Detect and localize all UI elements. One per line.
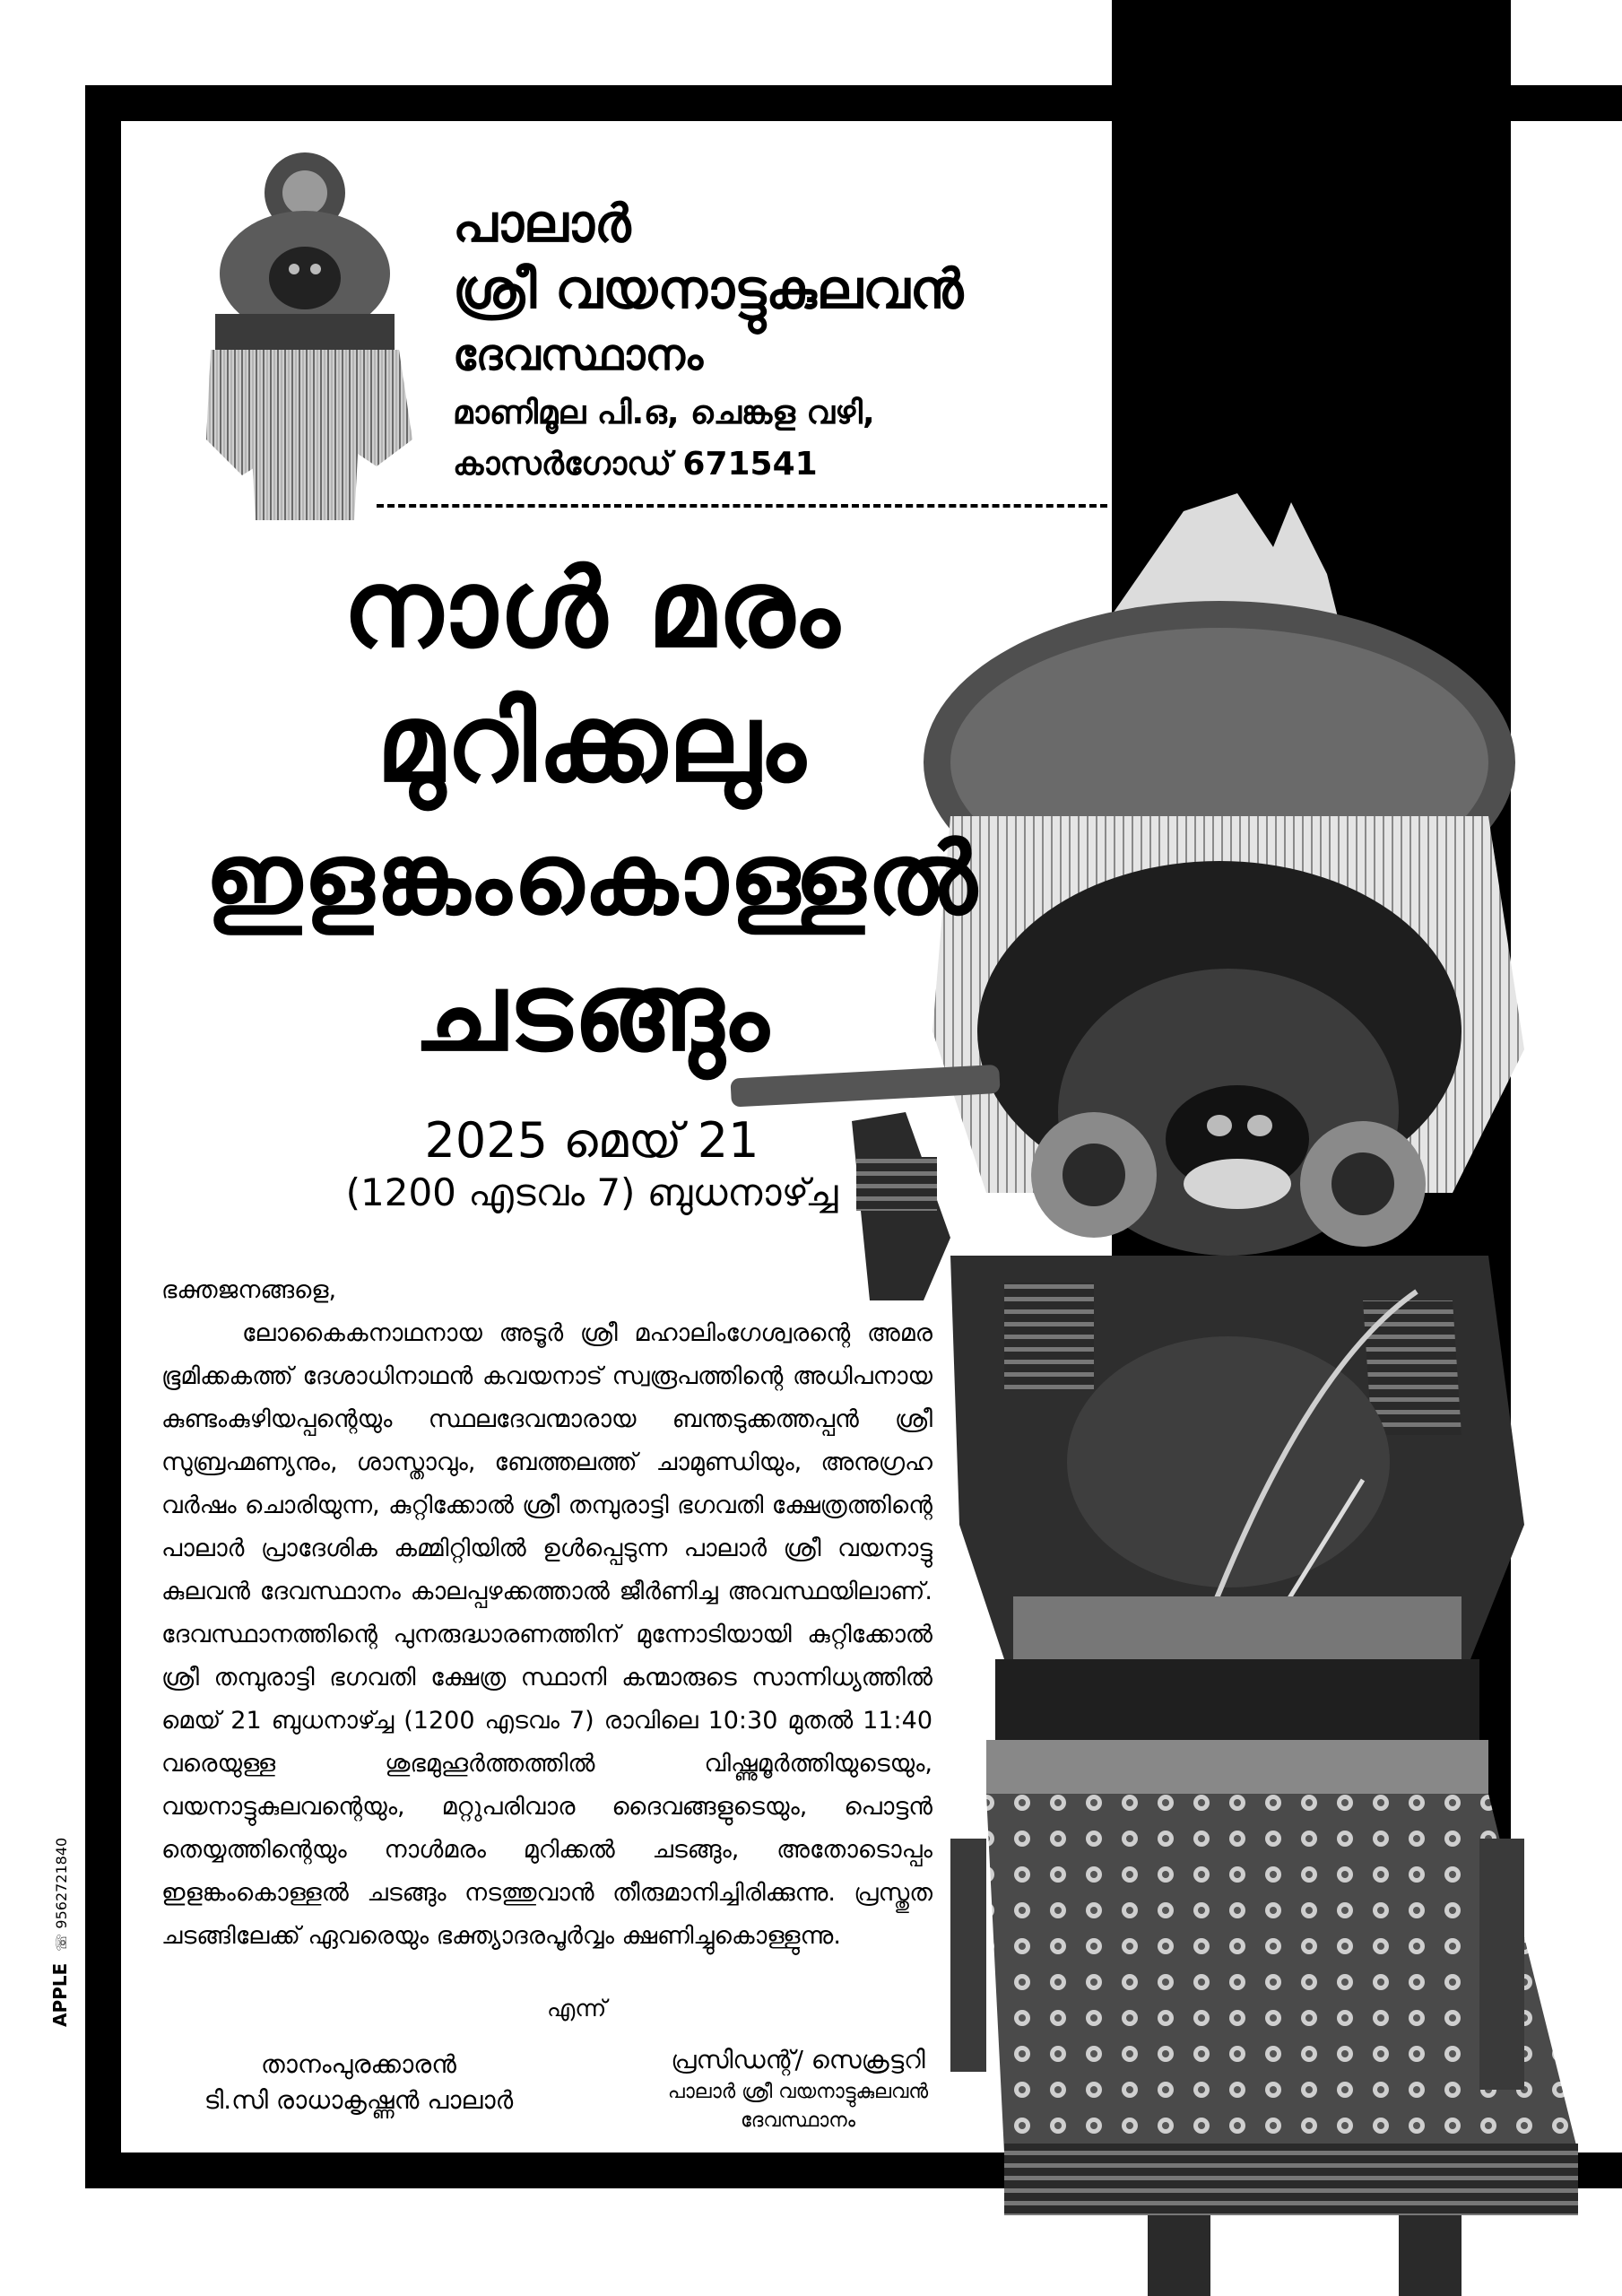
event-title-line3: ഇളങ്കംകൊള്ളൽ (204, 822, 979, 936)
temple-place-name: പാലാർ (453, 193, 631, 254)
event-title-line2: മുറിക്കലും (376, 682, 808, 806)
temple-type: ദേവസ്ഥാനം (453, 330, 704, 380)
greeting: ഭക്തജനങ്ങളെ, (161, 1276, 337, 1304)
signatory-right-title: പ്രസിഡന്റ്/ സെക്രട്ടറി (671, 2045, 925, 2074)
signatory-right-org2: ദേവസ്ഥാനം (741, 2109, 855, 2132)
signatory-right-org: പാലാർ ശ്രീ വയനാട്ടുകുലവൻ (667, 2081, 929, 2103)
event-title-line4: ചടങ്ങും (412, 951, 771, 1075)
top-right-gap (1511, 0, 1622, 85)
temple-deity-name: ശ്രീ വയനാട്ടുകുലവൻ (453, 258, 964, 321)
closing-word: എന്ന് (547, 1996, 607, 2022)
invitation-paragraph: ലോകൈകനാഥനായ അടൂർ ശ്രീ മഹാലിംഗേശ്വരന്റെ അമര ഭൂമിക്കകത്ത് ദേശാധിനാഥൻ കവയനാട് സ്വരൂപത്തിന്റെ അധിപനായ കുണ്ടംകുഴിയപ്പന്റെയും സ്ഥലദേവന്മാരായ ബന്തടുക്കത്തപ്പൻ ശ്രീ സുബ്രഹ്മണ്യനും, ശാസ്താവും, ബേത്തലത്ത് ചാമുണ്ഡിയും, അനുഗ്രഹ വർഷം ചൊരിയുന്ന, കുറ്റിക്കോൽ ശ്രീ തമ്പുരാട്ടി ഭഗവതി ക്ഷേത്രത്തിന്റെ പാലാർ പ്രാദേശിക കമ്മിറ്റിയിൽ ഉൾപ്പെടുന്ന പാലാർ ശ്രീ വയനാട്ടു കുലവൻ ദേവസ്ഥാനം കാലപ്പഴക്കത്താൽ ജീർണിച്ച അവസ്ഥയിലാണ്. ദേവസ്ഥാനത്തിന്റെ പുനരുദ്ധാരണത്തിന് മുന്നോടിയായി കുറ്റിക്കോൽ ശ്രീ തമ്പുരാട്ടി ഭഗവതി ക്ഷേത്ര സ്ഥാനി കന്മാരുടെ സാന്നിധ്യത്തിൽ മെയ് 21 ബുധനാഴ്ച്ച (1200 എടവം 7) രാവിലെ 10:30 മുതൽ 11:40 വരെയുള്ള ശുഭമുഹൂർത്തത്തിൽ വിഷ്ണുമൂർത്തിയുടെയും, വയനാട്ടുകുലവന്റെയും, മറ്റുപരിവാര ദൈവങ്ങളുടെയും, പൊട്ടൻ തെയ്യത്തിന്റെയും നാൾമരം മുറിക്കൽ ചടങ്ങും, അതോടൊപ്പം ഇളങ്കംകൊള്ളൽ ചടങ്ങും നടത്തുവാൻ തീരുമാനിച്ചിരിക്കുന്നു. പ്രസ്തുത ചടങ്ങിലേക്ക് ഏവരെയും ഭക്ത്യാദരപൂർവ്വം ക്ഷണിച്ചുകൊള്ളുന്നു. (161, 1319, 932, 1950)
signatory-left-name: ടി.സി രാധാകൃഷ്ണൻ പാലാർ (204, 2085, 514, 2115)
event-title-line1: നാൾ മരം (343, 547, 841, 672)
phone-icon: ☏ (53, 1933, 70, 1952)
frame-left-border (85, 85, 121, 2188)
event-date: 2025 മെയ് 21 (424, 1112, 759, 1169)
printer-brand: APPLE (49, 1962, 71, 2027)
temple-address-line2: കാസർഗോഡ് 671541 (453, 446, 818, 483)
printer-phone: 9562721840 (53, 1837, 70, 1929)
temple-address-line1: മാണിമൂല പി.ഒ, ചെങ്കള വഴി, (453, 395, 875, 431)
small-theyyam-image (197, 144, 412, 529)
printer-credit (49, 1838, 71, 2027)
event-date-malayalam: (1200 എടവം 7) ബുധനാഴ്ച്ച (345, 1170, 838, 1214)
invitation-body (161, 1269, 932, 1958)
signatory-left-title: താനംപുരക്കാരൻ (260, 2049, 457, 2079)
